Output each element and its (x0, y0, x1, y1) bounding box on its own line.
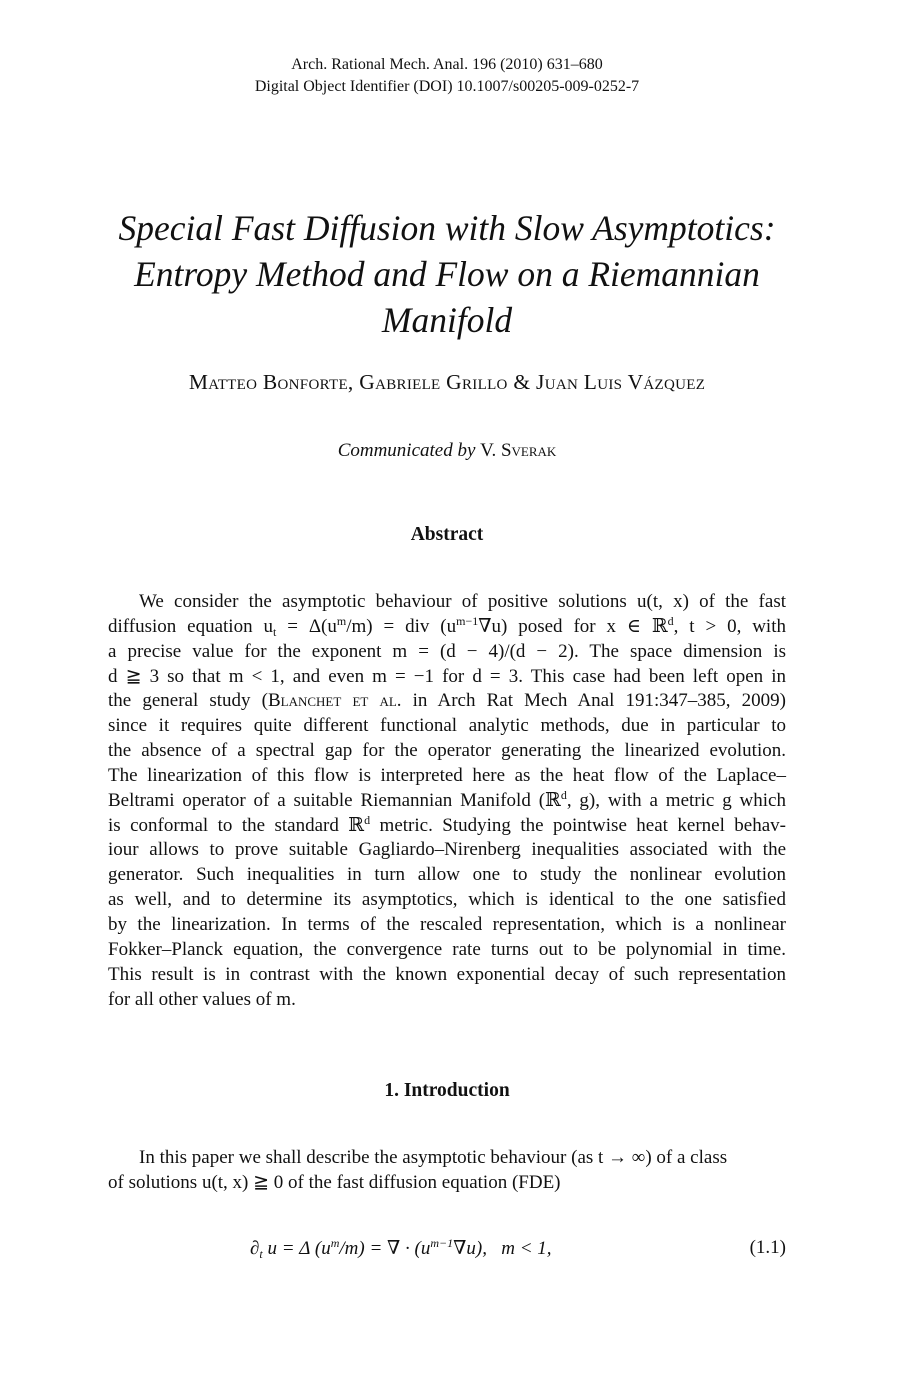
communicating-editor: V. Sverak (480, 440, 557, 461)
title-line-1: Special Fast Diffusion with Slow Asymptotics: (118, 208, 776, 248)
text-line: is conformal to the standard ℝ$^d$ metric. Studying the pointwise heat kernel behav- (108, 812, 787, 836)
introduction-body (108, 1146, 786, 1196)
author-list: Matteo Bonforte, Gabriele Grillo & Juan Luis Vázquez (188, 370, 706, 394)
text-line: the general study (Blanchet et al. in Arch Rat Mech Anal 191:347–385, 2009) (108, 690, 786, 712)
text-line: Beltrami operator of a suitable Riemannian Manifold (ℝ$^d$, g), with a metric g which (108, 787, 786, 811)
abstract-heading: Abstract (410, 524, 484, 545)
section-heading-introduction: 1. Introduction (384, 1080, 510, 1101)
journal-header (0, 54, 894, 98)
text-line: of solutions u(t, x) ≧ 0 of the fast diffusion equation (FDE) (108, 1171, 561, 1193)
text-line: a precise value for the exponent m = (d − 4)/(d − 2). The space dimension is (108, 640, 786, 662)
text-line: since it requires quite different functional analytic methods, due in particular to (108, 715, 786, 737)
text-line: as well, and to determine its asymptotics, which is identical to the one satisfied (108, 889, 786, 911)
text-line: diffusion equation $u_t = \Delta(u^m/m)$ = div $(u^{m-1}\nabla u)$ posed for x ∈ ℝ$^d$, t > 0, with (108, 613, 786, 639)
text-line: by the linearization. In terms of the rescaled representation, which is a nonlinear (108, 913, 786, 935)
title-line-3: Manifold (381, 300, 513, 340)
text-line: generator. Such inequalities in turn allow one to study the nonlinear evolution (108, 864, 786, 886)
equation-body: $\partial_t$ u = Δ $(u^m/m)$ = ∇ · $(u^{m-1}\nabla u)$, m < 1, (250, 1236, 552, 1261)
text-line: We consider the asymptotic behaviour of positive solutions u(t, x) of the fast (139, 591, 786, 612)
text-line: iour allows to prove suitable Gagliardo–Nirenberg inequalities associated with the (108, 839, 786, 861)
abstract-body (108, 590, 786, 1012)
text-line: d ≧ 3 so that m < 1, and even m = −1 for d = 3. This case had been left open in (108, 665, 786, 687)
journal-citation: Arch. Rational Mech. Anal. 196 (2010) 631–680 (291, 56, 603, 73)
text-line: Fokker–Planck equation, the convergence rate turns out to be polynomial in time. (108, 938, 786, 960)
doi-line: Digital Object Identifier (DOI) 10.1007/s00205-009-0252-7 (254, 78, 640, 95)
text-line: for all other values of m. (108, 988, 296, 1010)
text-line: In this paper we shall describe the asymptotic behaviour (as t → ∞) of a class (139, 1147, 728, 1168)
text-line: the absence of a spectral gap for the operator generating the linearized evolution. (108, 740, 786, 762)
communicated-by (0, 440, 894, 462)
equation-number: (1.1) (749, 1237, 786, 1258)
equation-1-1 (108, 1237, 786, 1267)
text-line: The linearization of this flow is interpreted here as the heat flow of the Laplace– (108, 764, 786, 786)
title-line-2: Entropy Method and Flow on a Riemannian (134, 254, 760, 294)
paper-title (60, 205, 834, 343)
communicated-prefix: Communicated by (337, 440, 476, 461)
text-line: This result is in contrast with the known exponential decay of such representation (108, 963, 786, 985)
